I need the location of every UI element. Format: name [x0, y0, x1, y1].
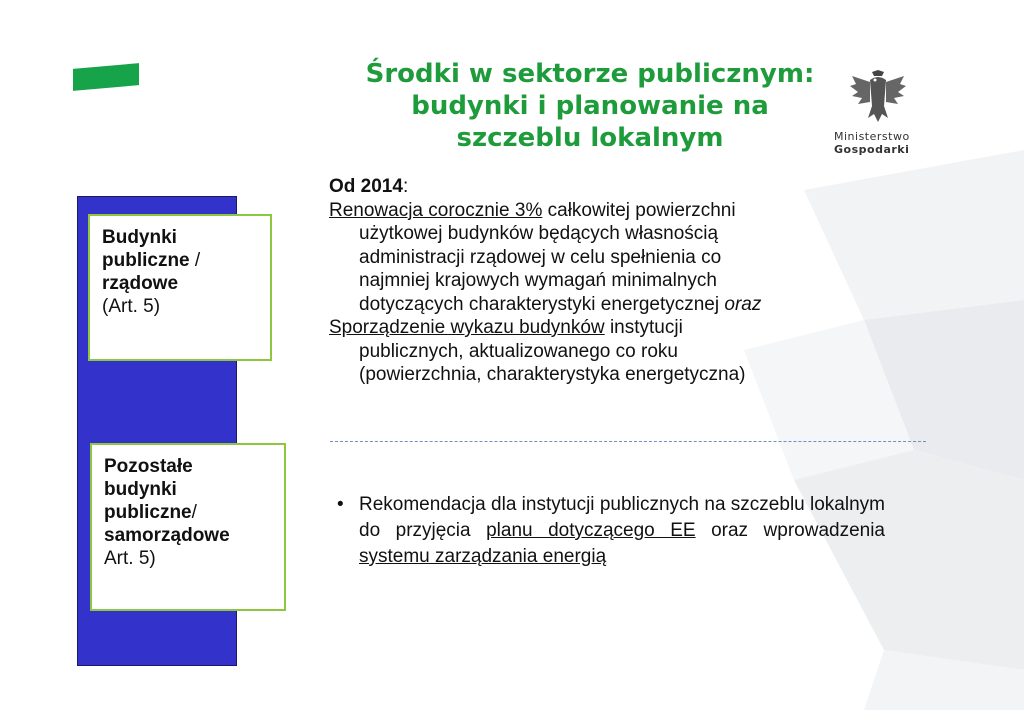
renovation-line-5-text: dotyczących charakterystyki energetycznej: [359, 293, 725, 315]
renovation-line-3: administracji rządowej w celu spełnienia co: [359, 246, 722, 268]
slide-title: [330, 58, 850, 154]
inventory-rest: instytucji: [604, 317, 683, 338]
title-line-1: Środki w sektorze publicznym:: [365, 59, 815, 89]
bullet-underlined-energy-system: systemu zarządzania energią: [359, 546, 607, 567]
content-heading: [329, 175, 839, 199]
inventory-line-2: publicznych, aktualizowanego co roku: [359, 340, 678, 362]
card2-article: Art. 5): [104, 548, 156, 569]
renovation-line-2: użytkowej budynków będących własnością: [359, 223, 719, 244]
card2-bold-4: samorządowe: [104, 525, 230, 546]
main-content: [329, 175, 839, 387]
card-public-government-buildings: [88, 214, 272, 361]
card1-normal-2: /: [189, 250, 201, 271]
logo-text-gospodarki: Gospodarki: [834, 143, 910, 156]
card2-normal-3: /: [191, 502, 197, 523]
paragraph-renovation: [329, 199, 839, 223]
bullet-marker: •: [337, 494, 344, 515]
card1-bold-3: rządowe: [102, 273, 179, 294]
renovation-rest: całkowitej powierzchni: [542, 199, 736, 221]
title-line-2: budynki i planowanie na: [411, 91, 769, 121]
bullet-text: [359, 492, 885, 570]
renovation-underlined: Renowacja corocznie 3%: [329, 199, 543, 221]
eagle-emblem-icon: [848, 66, 908, 124]
card2-bold-2: budynki: [104, 479, 177, 500]
card-other-local-buildings: [90, 443, 286, 611]
paragraph-inventory: [329, 316, 839, 340]
recommendation-bullet: [337, 492, 885, 570]
card2-bold-1: Pozostałe: [104, 456, 193, 477]
logo-text-ministerstwo: Ministerstwo: [834, 130, 910, 143]
heading-year: Od 2014: [329, 176, 403, 197]
inventory-underlined: Sporządzenie wykazu budynków: [329, 317, 605, 338]
bullet-text-1: Rekomendacja dla instytucji publicznych na szczeblu lokalnym do przyjęcia: [359, 494, 885, 541]
dashed-divider: [330, 441, 926, 442]
heading-colon: :: [402, 176, 409, 197]
card2-bold-3: publiczne: [104, 502, 192, 523]
card1-bold-2: publiczne: [102, 250, 190, 271]
bullet-text-2: oraz wprowadzenia: [695, 520, 885, 541]
card1-bold-1: Budynki: [102, 227, 177, 248]
renovation-italic-oraz: oraz: [724, 293, 762, 315]
renovation-line-5: [329, 293, 839, 317]
inventory-line-3: (powierzchnia, charakterystyka energetyczna): [359, 364, 746, 385]
card1-article: (Art. 5): [102, 296, 161, 317]
ministry-logo: [834, 66, 934, 166]
bullet-underlined-ee-plan: planu dotyczącego EE: [486, 520, 696, 541]
title-line-3: szczeblu lokalnym: [456, 123, 724, 153]
green-accent-bar: [73, 63, 139, 91]
renovation-line-4: najmniej krajowych wymagań minimalnych: [359, 270, 717, 291]
